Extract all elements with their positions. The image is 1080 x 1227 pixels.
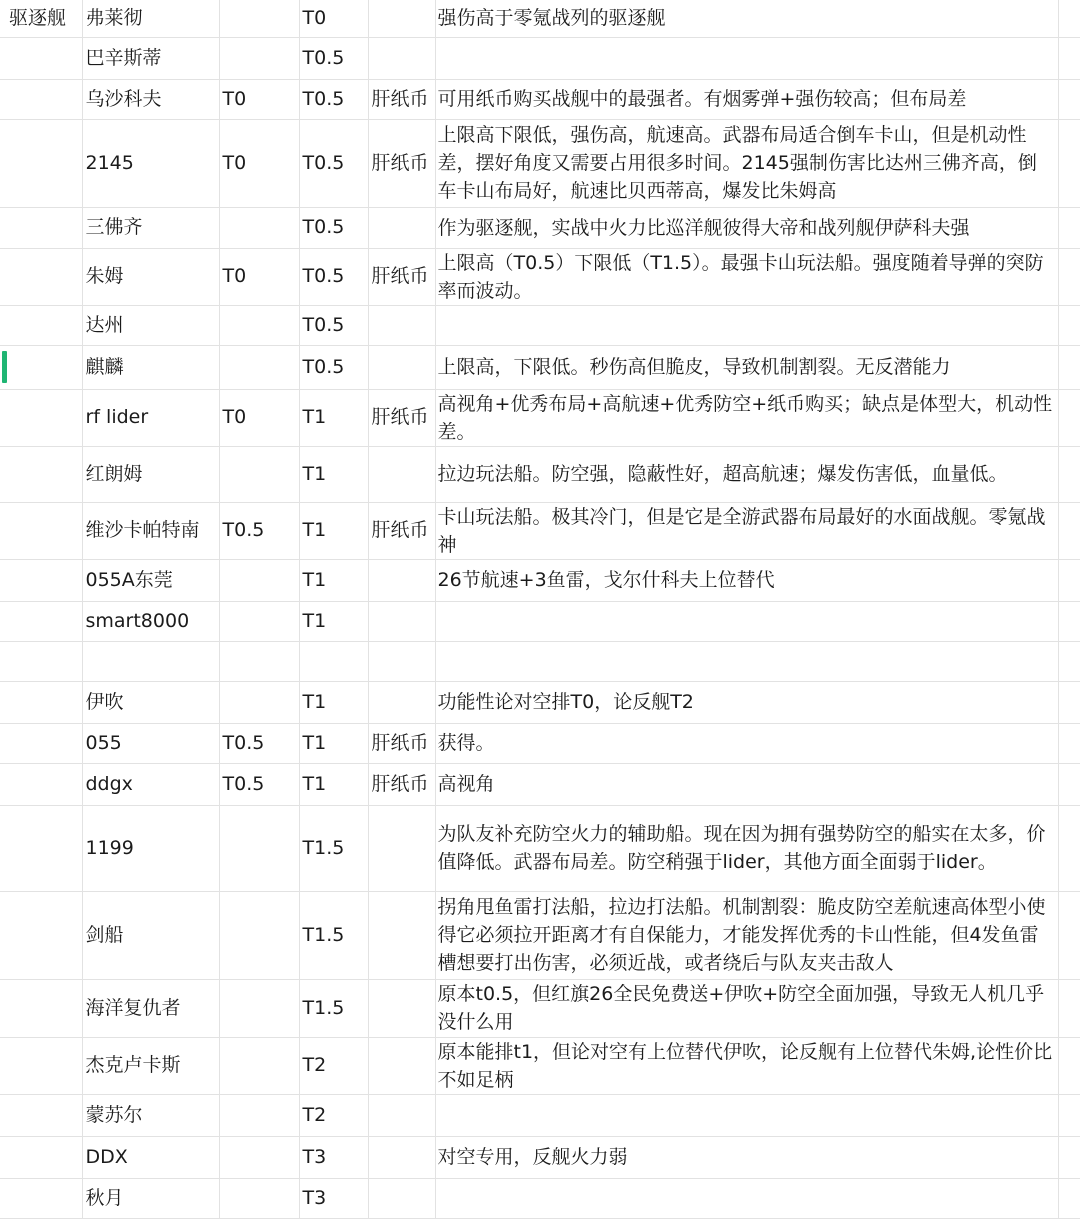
tier-cell[interactable]: T0.5 xyxy=(299,79,368,119)
table-row[interactable] xyxy=(0,305,1080,345)
rating-a-cell[interactable] xyxy=(219,891,299,979)
rating-a-cell[interactable]: T0 xyxy=(219,248,299,305)
source-cell[interactable] xyxy=(368,1037,435,1094)
table-row[interactable] xyxy=(0,979,1080,1037)
tier-cell[interactable]: T1 xyxy=(299,763,368,805)
rating-a-cell[interactable] xyxy=(219,1037,299,1094)
table-row[interactable] xyxy=(0,119,1080,207)
description-cell[interactable] xyxy=(435,37,1058,79)
table-row[interactable] xyxy=(0,681,1080,723)
source-cell[interactable]: 肝纸币 xyxy=(368,502,435,559)
table-row[interactable] xyxy=(0,248,1080,305)
ship-name-cell[interactable]: 麒麟 xyxy=(82,345,219,389)
ship-name-cell[interactable] xyxy=(82,641,219,681)
description-cell[interactable]: 功能性论对空排T0，论反舰T2 xyxy=(435,681,1058,723)
rating-a-cell[interactable]: T0.5 xyxy=(219,763,299,805)
table-row[interactable] xyxy=(0,763,1080,805)
empty-cell[interactable] xyxy=(1058,641,1080,681)
tier-cell[interactable]: T0.5 xyxy=(299,345,368,389)
category-cell[interactable] xyxy=(0,119,82,207)
rating-a-cell[interactable] xyxy=(219,641,299,681)
source-cell[interactable]: 肝纸币 xyxy=(368,763,435,805)
ship-name-cell[interactable]: 红朗姆 xyxy=(82,446,219,502)
category-cell[interactable] xyxy=(0,389,82,446)
tier-cell[interactable]: T1.5 xyxy=(299,891,368,979)
table-row[interactable] xyxy=(0,641,1080,681)
ship-name-cell[interactable]: smart8000 xyxy=(82,601,219,641)
category-cell[interactable] xyxy=(0,446,82,502)
empty-cell[interactable] xyxy=(1058,805,1080,891)
ship-name-cell[interactable]: rf lider xyxy=(82,389,219,446)
ship-name-cell[interactable]: 1199 xyxy=(82,805,219,891)
table-row[interactable] xyxy=(0,502,1080,559)
table-row[interactable] xyxy=(0,446,1080,502)
ship-name-cell[interactable]: 蒙苏尔 xyxy=(82,1094,219,1136)
rating-a-cell[interactable] xyxy=(219,559,299,601)
category-cell[interactable] xyxy=(0,559,82,601)
tier-cell[interactable]: T1.5 xyxy=(299,979,368,1037)
tier-cell[interactable] xyxy=(299,641,368,681)
rating-a-cell[interactable] xyxy=(219,601,299,641)
description-cell[interactable]: 原本t0.5，但红旗26全民免费送+伊吹+防空全面加强，导致无人机几乎没什么用 xyxy=(435,979,1058,1037)
description-cell[interactable]: 上限高下限低，强伤高，航速高。武器布局适合倒车卡山，但是机动性差，摆好角度又需要占用很多时间。2145强制伤害比达州三佛齐高，倒车卡山布局好，航速比贝西蒂高，爆发比朱姆高 xyxy=(435,119,1058,207)
category-cell[interactable]: 驱逐舰 xyxy=(0,0,82,37)
tier-cell[interactable]: T3 xyxy=(299,1136,368,1178)
empty-cell[interactable] xyxy=(1058,1178,1080,1218)
description-cell[interactable] xyxy=(435,1178,1058,1218)
category-cell[interactable] xyxy=(0,207,82,248)
category-cell[interactable] xyxy=(0,601,82,641)
rating-a-cell[interactable]: T0.5 xyxy=(219,502,299,559)
description-cell[interactable] xyxy=(435,305,1058,345)
category-cell[interactable] xyxy=(0,502,82,559)
ship-name-cell[interactable]: 2145 xyxy=(82,119,219,207)
table-row[interactable] xyxy=(0,805,1080,891)
ship-name-cell[interactable]: 朱姆 xyxy=(82,248,219,305)
rating-a-cell[interactable] xyxy=(219,1136,299,1178)
description-cell[interactable]: 上限高（T0.5）下限低（T1.5）。最强卡山玩法船。强度随着导弹的突防率而波动。 xyxy=(435,248,1058,305)
category-cell[interactable] xyxy=(0,1178,82,1218)
description-cell[interactable]: 可用纸币购买战舰中的最强者。有烟雾弹+强伤较高；但布局差 xyxy=(435,79,1058,119)
description-cell[interactable] xyxy=(435,641,1058,681)
empty-cell[interactable] xyxy=(1058,207,1080,248)
category-cell[interactable] xyxy=(0,681,82,723)
ship-name-cell[interactable]: 达州 xyxy=(82,305,219,345)
empty-cell[interactable] xyxy=(1058,601,1080,641)
rating-a-cell[interactable]: T0.5 xyxy=(219,723,299,763)
category-cell[interactable] xyxy=(0,723,82,763)
source-cell[interactable] xyxy=(368,891,435,979)
tier-cell[interactable]: T1 xyxy=(299,446,368,502)
tier-cell[interactable]: T2 xyxy=(299,1037,368,1094)
tier-cell[interactable]: T0.5 xyxy=(299,119,368,207)
source-cell[interactable] xyxy=(368,805,435,891)
ship-name-cell[interactable]: 巴辛斯蒂 xyxy=(82,37,219,79)
source-cell[interactable]: 肝纸币 xyxy=(368,723,435,763)
empty-cell[interactable] xyxy=(1058,979,1080,1037)
empty-cell[interactable] xyxy=(1058,502,1080,559)
description-cell[interactable]: 高视角+优秀布局+高航速+优秀防空+纸币购买；缺点是体型大，机动性差。 xyxy=(435,389,1058,446)
description-cell[interactable]: 高视角 xyxy=(435,763,1058,805)
table-row[interactable] xyxy=(0,723,1080,763)
description-cell[interactable]: 26节航速+3鱼雷，戈尔什科夫上位替代 xyxy=(435,559,1058,601)
empty-cell[interactable] xyxy=(1058,345,1080,389)
category-cell[interactable] xyxy=(0,248,82,305)
table-row[interactable] xyxy=(0,79,1080,119)
source-cell[interactable] xyxy=(368,1178,435,1218)
empty-cell[interactable] xyxy=(1058,389,1080,446)
tier-cell[interactable]: T1 xyxy=(299,389,368,446)
category-cell[interactable] xyxy=(0,979,82,1037)
empty-cell[interactable] xyxy=(1058,248,1080,305)
ship-name-cell[interactable]: 维沙卡帕特南 xyxy=(82,502,219,559)
rating-a-cell[interactable] xyxy=(219,305,299,345)
tier-cell[interactable]: T1 xyxy=(299,502,368,559)
category-cell[interactable] xyxy=(0,305,82,345)
source-cell[interactable]: 肝纸币 xyxy=(368,248,435,305)
category-cell[interactable] xyxy=(0,1094,82,1136)
source-cell[interactable] xyxy=(368,681,435,723)
source-cell[interactable] xyxy=(368,601,435,641)
tier-cell[interactable]: T0.5 xyxy=(299,305,368,345)
tier-cell[interactable]: T0.5 xyxy=(299,207,368,248)
tier-cell[interactable]: T2 xyxy=(299,1094,368,1136)
source-cell[interactable] xyxy=(368,345,435,389)
tier-cell[interactable]: T1.5 xyxy=(299,805,368,891)
ship-name-cell[interactable]: 弗莱彻 xyxy=(82,0,219,37)
description-cell[interactable]: 获得。 xyxy=(435,723,1058,763)
table-row[interactable] xyxy=(0,0,1080,37)
rating-a-cell[interactable] xyxy=(219,1094,299,1136)
rating-a-cell[interactable] xyxy=(219,345,299,389)
source-cell[interactable]: 肝纸币 xyxy=(368,79,435,119)
description-cell[interactable]: 对空专用，反舰火力弱 xyxy=(435,1136,1058,1178)
category-cell[interactable] xyxy=(0,345,82,389)
empty-cell[interactable] xyxy=(1058,723,1080,763)
description-cell[interactable]: 上限高，下限低。秒伤高但脆皮，导致机制割裂。无反潜能力 xyxy=(435,345,1058,389)
category-cell[interactable] xyxy=(0,37,82,79)
ship-name-cell[interactable]: 055 xyxy=(82,723,219,763)
empty-cell[interactable] xyxy=(1058,681,1080,723)
description-cell[interactable]: 为队友补充防空火力的辅助船。现在因为拥有强势防空的船实在太多，价值降低。武器布局差。防空稍强于lider，其他方面全面弱于lider。 xyxy=(435,805,1058,891)
rating-a-cell[interactable] xyxy=(219,681,299,723)
rating-a-cell[interactable]: T0 xyxy=(219,79,299,119)
description-cell[interactable]: 卡山玩法船。极其冷门，但是它是全游武器布局最好的水面战舰。零氪战神 xyxy=(435,502,1058,559)
description-cell[interactable]: 强伤高于零氪战列的驱逐舰 xyxy=(435,0,1058,37)
table-row[interactable] xyxy=(0,601,1080,641)
tier-cell[interactable]: T3 xyxy=(299,1178,368,1218)
ship-name-cell[interactable]: 秋月 xyxy=(82,1178,219,1218)
category-cell[interactable] xyxy=(0,805,82,891)
source-cell[interactable] xyxy=(368,0,435,37)
empty-cell[interactable] xyxy=(1058,1037,1080,1094)
ship-name-cell[interactable]: 乌沙科夫 xyxy=(82,79,219,119)
empty-cell[interactable] xyxy=(1058,1136,1080,1178)
category-cell[interactable] xyxy=(0,763,82,805)
empty-cell[interactable] xyxy=(1058,1094,1080,1136)
category-cell[interactable] xyxy=(0,1136,82,1178)
tier-cell[interactable]: T1 xyxy=(299,723,368,763)
source-cell[interactable] xyxy=(368,1094,435,1136)
source-cell[interactable] xyxy=(368,446,435,502)
empty-cell[interactable] xyxy=(1058,446,1080,502)
empty-cell[interactable] xyxy=(1058,119,1080,207)
empty-cell[interactable] xyxy=(1058,763,1080,805)
empty-cell[interactable] xyxy=(1058,79,1080,119)
description-cell[interactable] xyxy=(435,1094,1058,1136)
rating-a-cell[interactable] xyxy=(219,1178,299,1218)
description-cell[interactable]: 拉边玩法船。防空强，隐蔽性好，超高航速；爆发伤害低，血量低。 xyxy=(435,446,1058,502)
tier-cell[interactable]: T0 xyxy=(299,0,368,37)
empty-cell[interactable] xyxy=(1058,0,1080,37)
source-cell[interactable]: 肝纸币 xyxy=(368,119,435,207)
rating-a-cell[interactable] xyxy=(219,979,299,1037)
description-cell[interactable]: 原本能排t1，但论对空有上位替代伊吹，论反舰有上位替代朱姆,论性价比不如足柄 xyxy=(435,1037,1058,1094)
ship-name-cell[interactable]: 三佛齐 xyxy=(82,207,219,248)
category-cell[interactable] xyxy=(0,1037,82,1094)
table-row[interactable] xyxy=(0,345,1080,389)
table-row[interactable] xyxy=(0,1136,1080,1178)
rating-a-cell[interactable] xyxy=(219,37,299,79)
table-row[interactable] xyxy=(0,389,1080,446)
empty-cell[interactable] xyxy=(1058,37,1080,79)
ship-name-cell[interactable]: ddgx xyxy=(82,763,219,805)
table-row[interactable] xyxy=(0,891,1080,979)
tier-cell[interactable]: T0.5 xyxy=(299,37,368,79)
empty-cell[interactable] xyxy=(1058,305,1080,345)
table-row[interactable] xyxy=(0,37,1080,79)
table-row[interactable] xyxy=(0,1094,1080,1136)
source-cell[interactable] xyxy=(368,37,435,79)
row-selection-marker xyxy=(2,351,7,383)
category-cell[interactable] xyxy=(0,891,82,979)
source-cell[interactable] xyxy=(368,641,435,681)
table-row[interactable] xyxy=(0,1037,1080,1094)
description-cell[interactable]: 拐角甩鱼雷打法船，拉边打法船。机制割裂：脆皮防空差航速高体型小使得它必须拉开距离才有自保能力，才能发挥优秀的卡山性能，但4发鱼雷槽想要打出伤害，必须近战，或者绕后与队友夹击敌人 xyxy=(435,891,1058,979)
rating-a-cell[interactable] xyxy=(219,446,299,502)
empty-cell[interactable] xyxy=(1058,891,1080,979)
tier-cell[interactable]: T1 xyxy=(299,681,368,723)
tier-cell[interactable]: T0.5 xyxy=(299,248,368,305)
table-row[interactable] xyxy=(0,559,1080,601)
rating-a-cell[interactable] xyxy=(219,207,299,248)
source-cell[interactable] xyxy=(368,305,435,345)
empty-cell[interactable] xyxy=(1058,559,1080,601)
rating-a-cell[interactable]: T0 xyxy=(219,389,299,446)
table-row[interactable] xyxy=(0,207,1080,248)
table-row[interactable] xyxy=(0,1178,1080,1218)
rating-a-cell[interactable] xyxy=(219,0,299,37)
rating-a-cell[interactable] xyxy=(219,805,299,891)
description-cell[interactable]: 作为驱逐舰，实战中火力比巡洋舰彼得大帝和战列舰伊萨科夫强 xyxy=(435,207,1058,248)
ship-name-cell[interactable]: DDX xyxy=(82,1136,219,1178)
category-cell[interactable] xyxy=(0,641,82,681)
ship-name-cell[interactable]: 剑船 xyxy=(82,891,219,979)
source-cell[interactable] xyxy=(368,979,435,1037)
source-cell[interactable] xyxy=(368,559,435,601)
source-cell[interactable] xyxy=(368,207,435,248)
ship-name-cell[interactable]: 杰克卢卡斯 xyxy=(82,1037,219,1094)
rating-a-cell[interactable]: T0 xyxy=(219,119,299,207)
tier-cell[interactable]: T1 xyxy=(299,559,368,601)
ship-name-cell[interactable]: 海洋复仇者 xyxy=(82,979,219,1037)
ship-name-cell[interactable]: 055A东莞 xyxy=(82,559,219,601)
description-cell[interactable] xyxy=(435,601,1058,641)
source-cell[interactable]: 肝纸币 xyxy=(368,389,435,446)
category-cell[interactable] xyxy=(0,79,82,119)
ship-name-cell[interactable]: 伊吹 xyxy=(82,681,219,723)
source-cell[interactable] xyxy=(368,1136,435,1178)
tier-cell[interactable]: T1 xyxy=(299,601,368,641)
